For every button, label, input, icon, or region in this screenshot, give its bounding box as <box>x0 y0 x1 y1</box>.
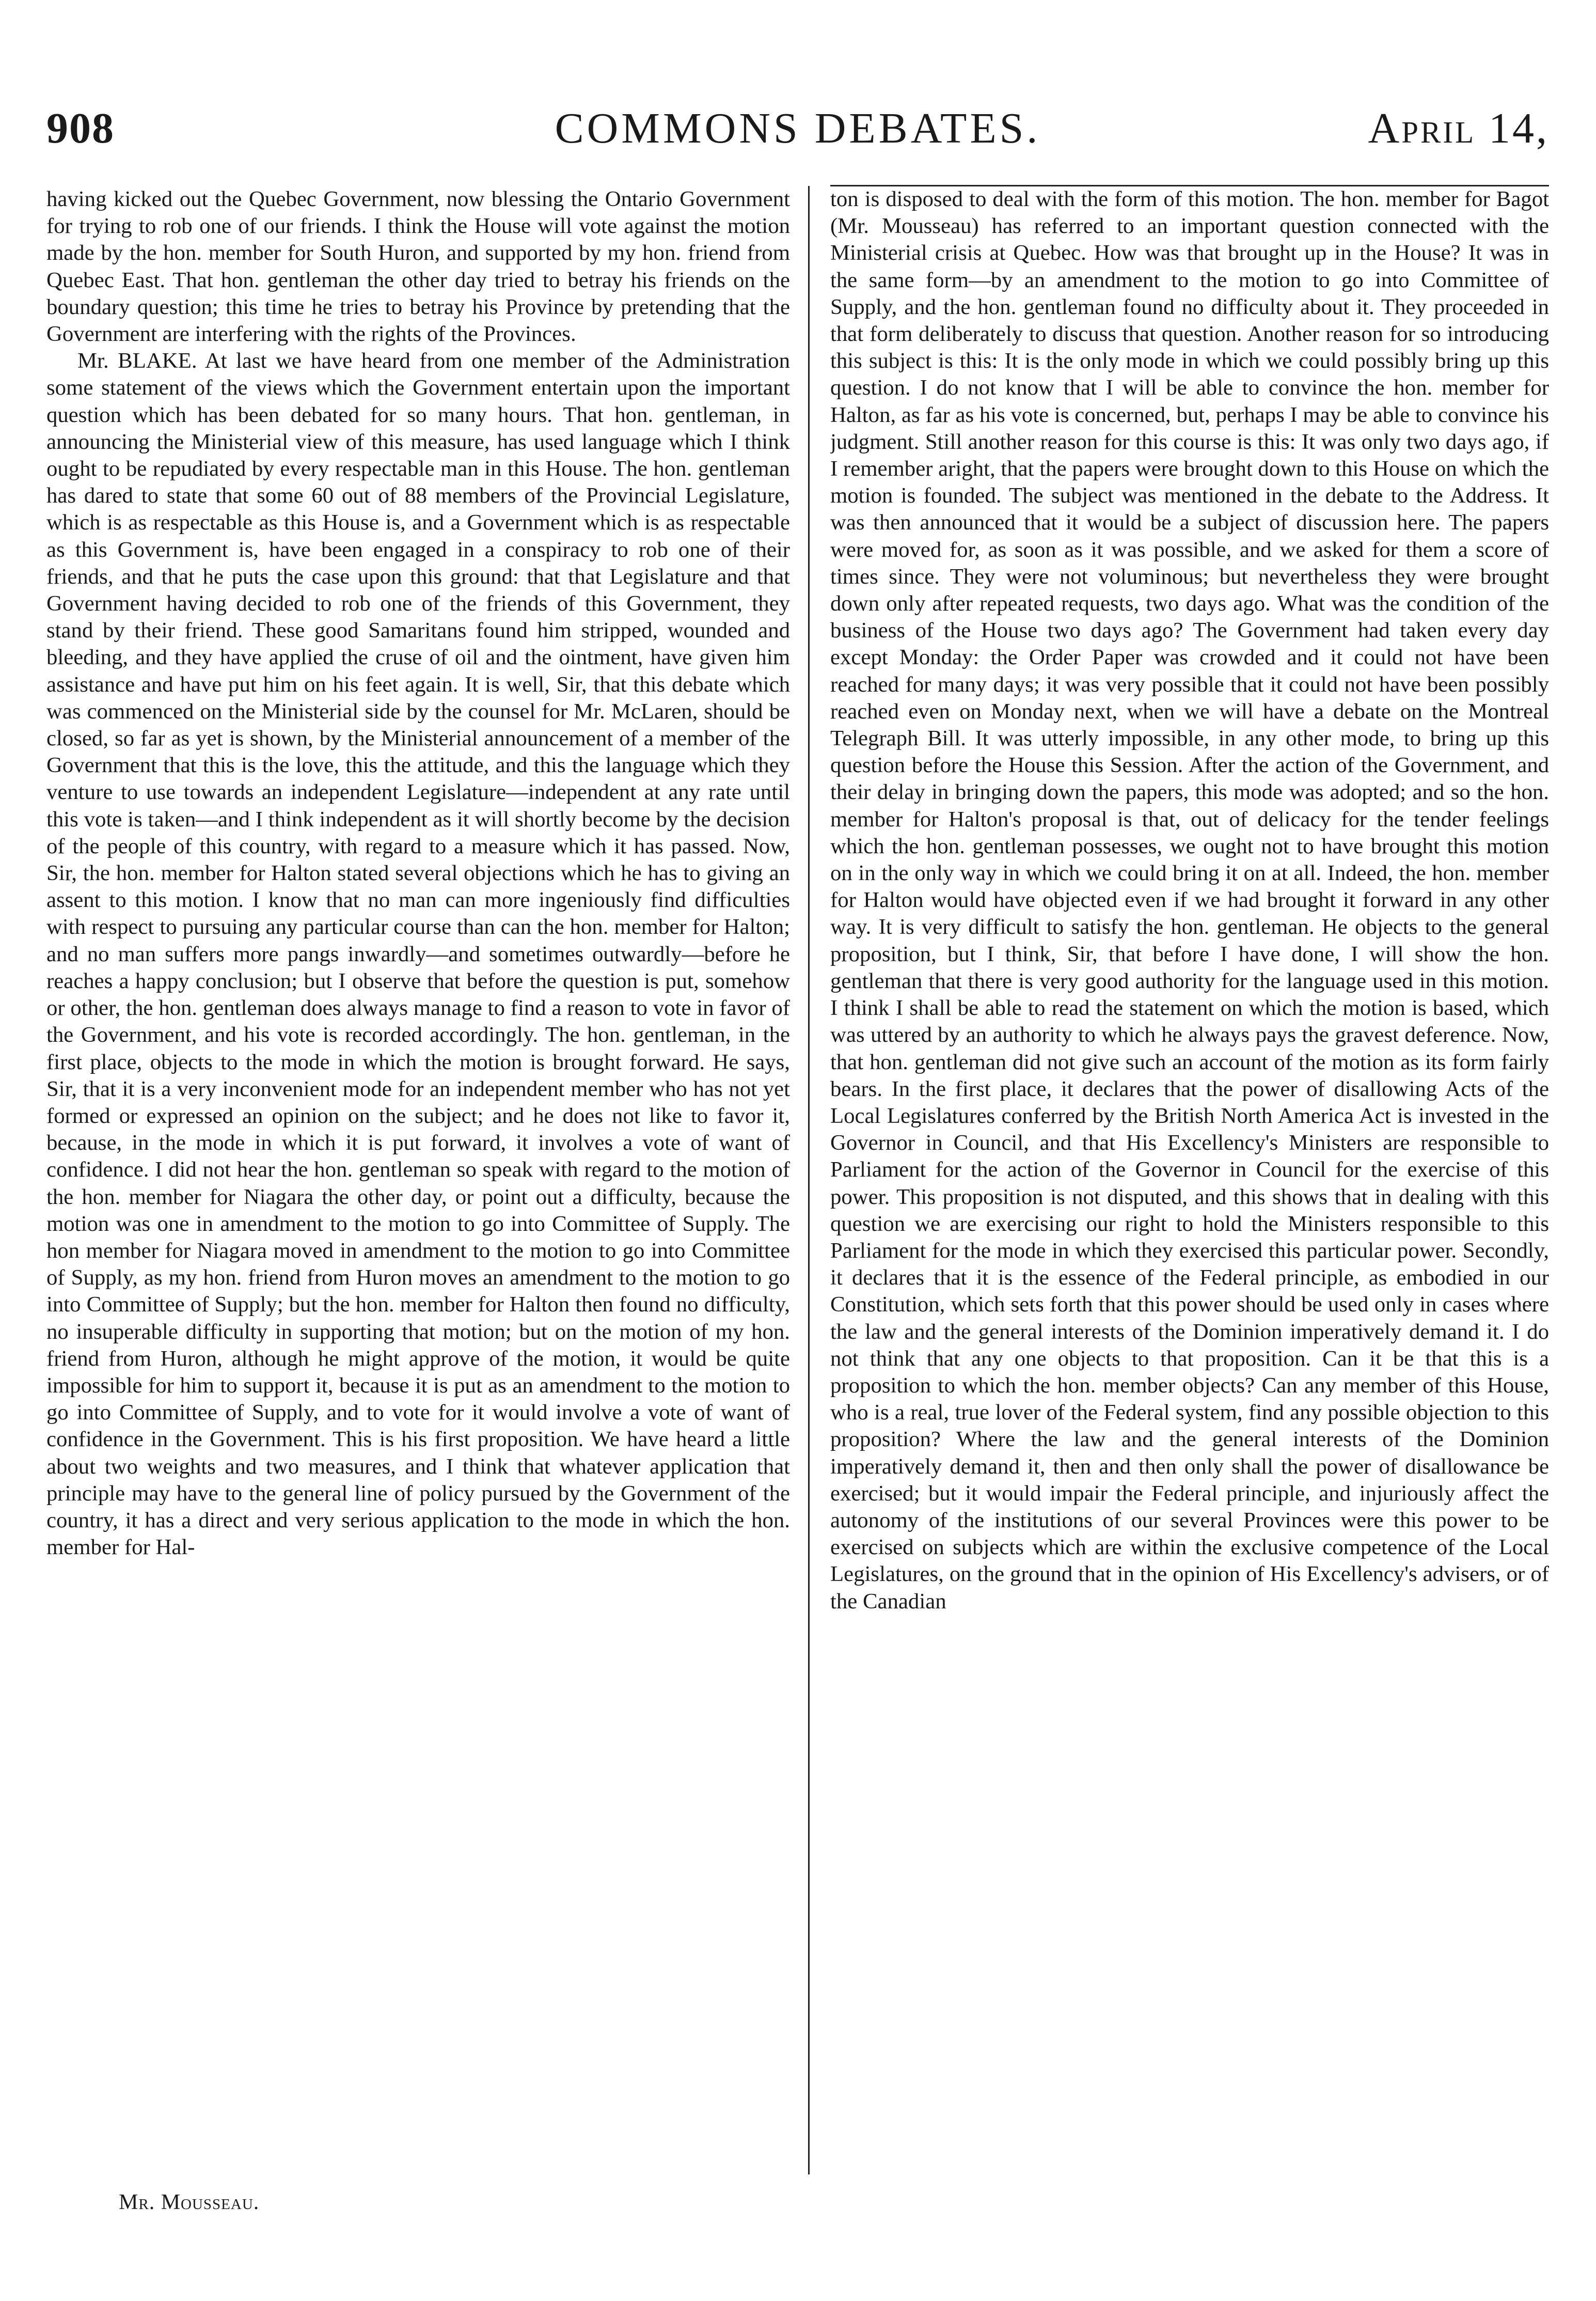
running-footer-speaker: Mr. Mousseau. <box>119 2190 260 2214</box>
column-divider <box>808 186 810 2174</box>
paragraph: having kicked out the Quebec Government, now blessing the Ontario Government for trying to rob one of our friends. I think the House will vote against the motion made by the hon. member for South Huron, and supported by my hon. friend from Quebec East. That hon. gentleman the other day tried to betray his friends on the boundary question; this time he tries to betray his Province by pretending that the Government are interfering with the rights of the Provinces. <box>46 187 790 347</box>
page-header <box>46 103 1549 170</box>
paragraph: ton is disposed to deal with the form of this motion. The hon. member for Bagot (Mr. Mousseau) has referred to an important question connected with the Ministerial crisis at Quebec. How was that brought up in the House? It was in the same form—by an amendment to the motion to go into Committee of Supply, and the hon. gentleman found no difficulty about it. They proceeded in that form deliberately to discuss that question. Another reason for so introducing this subject is this: It is the only mode in which we could possibly bring up this question. I do not know that I will be able to convince the hon. member for Halton, as far as his vote is concerned, but, perhaps I may be able to convince his judgment. Still another reason for this course is this: It was only two days ago, if I remember aright, that the papers were brought down to this House on which the motion is founded. The subject was mentioned in the debate to the Address. It was then announced that it would be a subject of discussion here. The papers were moved for, as soon as it was possible, and we asked for them a score of times since. They were not voluminous; but nevertheless they were brought down only after repeated requests, two days ago. What was the condition of the business of the House two days ago? The Government had taken every day except Monday: the Order Paper was crowded and it could not have been reached for many days; it was very possible that it could not have been possibly reached even on Monday next, when we will have a debate on the Montreal Telegraph Bill. It was utterly impossible, in any other mode, to bring up this question before the House this Session. After the action of the Government, and their delay in bringing down the papers, this mode was adopted; and so the hon. member for Halton's proposal is that, out of delicacy for the tender feelings which the hon. gentleman possesses, we ought not to have brought this motion on in the only way in which we could bring it on at all. Indeed, the hon. member for Halton would have objected even if we had brought it forward in any other way. It is very difficult to satisfy the hon. gentleman. He objects to the general proposition, but I think, Sir, that before I have done, I will show the hon. gentleman that there is very good authority for the language used in this motion. I think I shall be able to read the statement on which the motion is based, which was uttered by an authority to which he always pays the gravest deference. Now, that hon. gentleman did not give such an account of the motion as its form fairly bears. In the first place, it declares that the power of disallowing Acts of the Local Legislatures conferred by the British North America Act is invested in the Governor in Council, and that His Excellency's Ministers are responsible to Parliament for the action of the Governor in Council for the exercise of this power. This proposition is not disputed, and this shows that in dealing with this question we are exercising our right to hold the Ministers responsible to this Parliament for the mode in which they exercised this particular power. Secondly, it declares that it is the essence of the Federal principle, as embodied in our Constitution, which sets forth that this power should be used only in cases where the law and the general interests of the Dominion imperatively demand it. I do not think that any one objects to that proposition. Can it be that this is a proposition to which the hon. member objects? Can any member of this House, who is a real, true lover of the Federal system, find any possible objection to this proposition? Where the law and the general interests of the Dominion imperatively demand it, then and then only shall the power of disallowance be exercised; but it would impair the Federal principle, and injuriously affect the autonomy of the institutions of our several Provinces were this power to be exercised on subjects which are within the exclusive competence of the Local Legislatures, on the ground that in the opinion of His Excellency's advisers, or of the Canadian <box>830 187 1549 1614</box>
left-column <box>46 186 790 2174</box>
page-date: April 14, <box>1368 104 1549 152</box>
right-column <box>830 186 1549 2174</box>
paragraph: Mr. BLAKE. At last we have heard from one member of the Administration some statement of the views which the Government entertain upon the important question which has been debated for so many hours. That hon. gentleman, in announcing the Ministerial view of this measure, has used language which I think ought to be repudiated by every respectable man in this House. The hon. gentleman has dared to state that some 60 out of 88 members of the Provincial Legislature, which is as respectable as this House is, and a Government which is as respectable as this Government is, have been engaged in a conspiracy to rob one of their friends, and that he puts the case upon this ground: that that Legislature and that Government having decided to rob one of the friends of this Government, they stand by their friend. These good Samaritans found him stripped, wounded and bleeding, and they have applied the cruse of oil and the ointment, have given him assistance and have put him on his feet again. It is well, Sir, that this debate which was commenced on the Ministerial side by the counsel for Mr. McLaren, should be closed, so far as yet is shown, by the Ministerial announcement of a member of the Government that this is the love, this the attitude, and this the language which they venture to use towards an independent Legislature—independent at any rate until this vote is taken—and I think independent as it will shortly become by the decision of the people of this country, with regard to a measure which it has passed. Now, Sir, the hon. member for Halton stated several objections which he has to giving an assent to this motion. I know that no man can more ingeniously find difficulties with respect to pursuing any particular course than can the hon. member for Halton; and no man suffers more pangs inwardly—and sometimes outwardly—before he reaches a happy conclusion; but I observe that before the question is put, somehow or other, the hon. gentleman does always manage to find a reason to vote in favor of the Government, and his vote is recorded accordingly. The hon. gentleman, in the first place, objects to the mode in which the motion is brought forward. He says, Sir, that it is a very inconvenient mode for an independent member who has not yet formed or expressed an opinion on the subject; and he does not like to favor it, because, in the mode in which it is put forward, it involves a vote of want of confidence. I did not hear the hon. gentleman so speak with regard to the motion of the hon. member for Niagara the other day, or point out a difficulty, because the motion was one in amendment to the motion to go into Committee of Supply. The hon member for Niagara moved in amendment to the motion to go into Committee of Supply, as my hon. friend from Huron moves an amendment to the motion to go into Committee of Supply; but the hon. member for Halton then found no difficulty, no insuperable difficulty in supporting that motion; but on the motion of my hon. friend from Huron, although he might approve of the motion, it would be quite impossible for him to support it, because it is put as an amendment to the motion to go into Committee of Supply, and to vote for it would involve a vote of want of confidence in the Government. This is his first proposition. We have heard a little about two weights and two measures, and I think that whatever application that principle may have to the general line of policy pursued by the Government of the country, it has a direct and very serious application to the mode in which the hon. member for Hal- <box>46 349 790 1560</box>
page-number: 908 <box>46 104 115 152</box>
page-title: COMMONS DEBATES. <box>555 104 1041 152</box>
